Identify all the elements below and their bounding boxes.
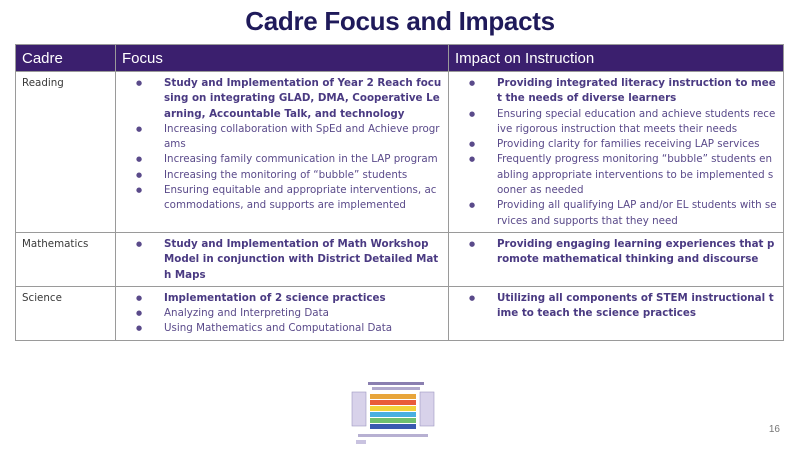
cadre-name-cell: Mathematics [16,232,116,286]
list-item: ● Increasing collaboration with SpEd and Achieve programs [122,122,442,153]
list-item: ● Increasing the monitoring of “bubble” students [122,168,442,183]
table-body [16,72,784,341]
list-item: ● Utilizing all components of STEM instructional time to teach the science practices [455,291,777,322]
focus-cell [116,72,449,233]
focus-list [122,237,442,283]
focus-cell [116,286,449,340]
list-item: ● Providing all qualifying LAP and/or EL students with services and supports that they need [455,198,777,229]
header-impact: Impact on Instruction [449,45,784,72]
cadre-name-cell: Science [16,286,116,340]
list-item: ● Study and Implementation of Math Workshop Model in conjunction with District Detailed Math Maps [122,237,442,283]
table-header-row [16,45,784,72]
list-item: ● Providing clarity for families receiving LAP services [455,137,777,152]
list-item: ● Frequently progress monitoring “bubble” students enabling appropriate interventions to be implemented sooner as needed [455,152,777,198]
impact-list [455,76,777,229]
table-row [16,72,784,233]
impact-cell [449,72,784,233]
table-row [16,286,784,340]
list-item: ● Using Mathematics and Computational Data [122,321,442,336]
impact-cell [449,232,784,286]
list-item: ● Increasing family communication in the LAP program [122,152,442,167]
table-row [16,232,784,286]
cadre-table [15,44,784,341]
impact-cell [449,286,784,340]
page-title: Cadre Focus and Impacts [245,6,555,36]
list-item: ● Analyzing and Interpreting Data [122,306,442,321]
focus-list [122,291,442,337]
impact-list [455,291,777,322]
focus-cell [116,232,449,286]
page-number: 16 [768,424,780,435]
header-focus: Focus [116,45,449,72]
list-item: ● Implementation of 2 science practices [122,291,442,306]
impact-list [455,237,777,268]
header-cadre: Cadre [16,45,116,72]
list-item: ● Study and Implementation of Year 2 Reach focusing on integrating GLAD, DMA, Cooperative Learning, Accountable Talk, and technology [122,76,442,122]
list-item: ● Ensuring equitable and appropriate interventions, accommodations, and supports are implemented [122,183,442,214]
framework-diagram-icon [348,378,438,448]
list-item: ● Providing integrated literacy instruction to meet the needs of diverse learners [455,76,777,107]
cadre-name-cell: Reading [16,72,116,233]
list-item: ● Providing engaging learning experiences that promote mathematical thinking and discourse [455,237,777,268]
focus-list [122,76,442,214]
list-item: ● Ensuring special education and achieve students receive rigorous instruction that meets their needs [455,107,777,138]
